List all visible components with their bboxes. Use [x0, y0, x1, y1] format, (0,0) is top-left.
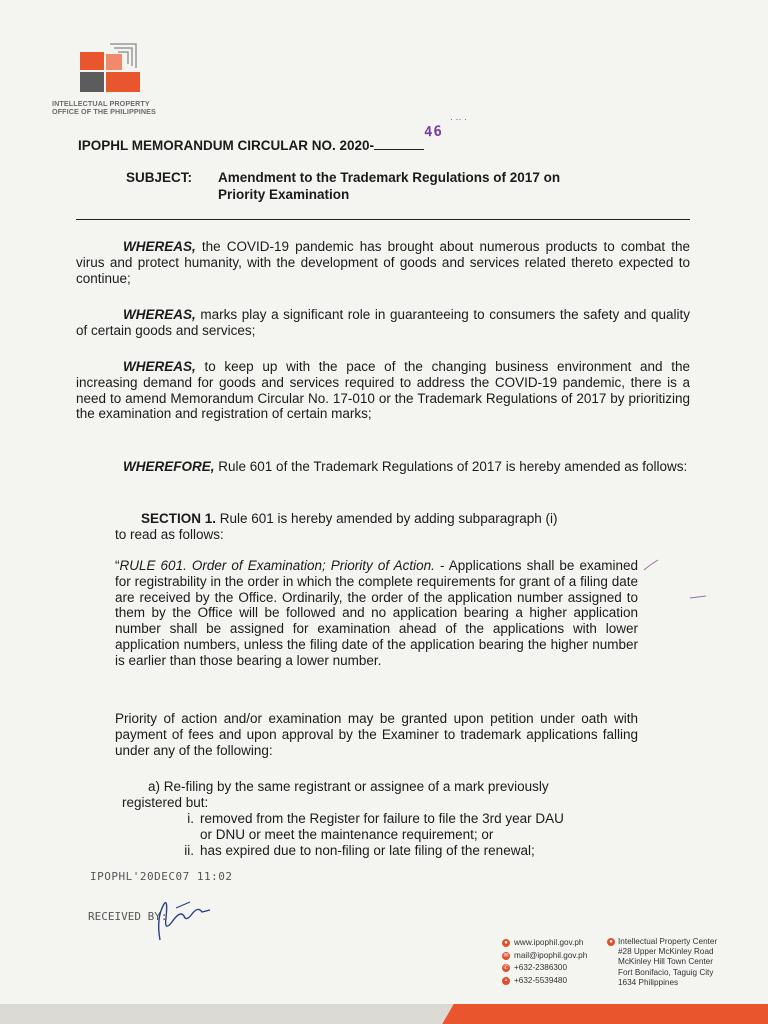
footer-phone-2: ▪ +632-5539480: [502, 975, 587, 988]
circular-title: IPOPHL MEMORANDUM CIRCULAR NO. 2020-: [78, 137, 424, 153]
received-date-stamp: IPOPHL'20DEC07 11:02: [90, 870, 233, 883]
footer-orange-stripe: [442, 1004, 768, 1024]
list-item-a: a) Re-filing by the same registrant or assignee of a mark previously registered but:: [122, 779, 549, 810]
phone-icon: ✆: [503, 965, 509, 972]
priority-paragraph: Priority of action and/or examination may be granted upon petition under oath with payment of fees and upon approval by the Examiner to trademark applications falling under any of the following:: [115, 711, 638, 758]
circular-number-stamp: 46: [423, 123, 444, 141]
footer-email[interactable]: ✉ mail@ipophil.gov.ph: [503, 950, 588, 960]
rule-601-text: “RULE 601. Order of Examination; Priority of Action. - Applications shall be examined for registrability in the order in which the complete requirements for grant of a filing date are received by the Office. Ordinarily, the order of the application number assigned to them by the Office will be followed and no application bearing a higher application number shall be assigned for examination ahead of the applications with lower application numbers, unless the filing date of the application bearing the higher number is earlier than those bearing a lower number.: [115, 558, 638, 668]
list-sub-item-i: i. removed from the Register for failure to file the 3rd year DAU or DNU or meet the maintenance requirement; or: [187, 811, 564, 842]
handwritten-signature: [150, 888, 220, 948]
footer-address: ● Intellectual Property Center #28 Upper McKinley Road McKinley Hill Town Center Fort Bonifacio, Taguig City 1634 Philippines: [618, 937, 758, 988]
subject-text: Amendment to the Trademark Regulations of 2017 on Priority Examination: [218, 170, 561, 202]
stamp-ink-marks: · ·· ·: [450, 114, 467, 124]
whereas-paragraph-1: WHEREAS, the COVID-19 pandemic has brought about numerous products to combat the virus and protect humanity, with the development of goods and services related thereto expected to continue;: [76, 239, 690, 286]
pen-mark: [688, 592, 708, 602]
footer-phone-1: ✆ +632-2386300: [503, 963, 568, 972]
received-by-stamp: RECEIVED BY:: [88, 910, 168, 923]
footer-website[interactable]: ● www.ipophil.gov.ph: [502, 937, 587, 950]
whereas-paragraph-3: WHEREAS, to keep up with the pace of the changing business environment and the increasing demand for goods and services required to address the COVID-19 pandemic, there is a need to amend Memorandum Circular No. 17-010 or the Trademark Regulations of 2017 by prioritizing the examination and registration of certain marks;: [76, 359, 690, 422]
footer-contact: [502, 937, 587, 987]
list-sub-item-ii: ii. has expired due to non-filing or late filing of the renewal;: [184, 843, 535, 858]
section-1: SECTION 1. Rule 601 is hereby amended by adding subparagraph (i) to read as follows:: [115, 511, 558, 542]
fax-icon: ▪: [502, 977, 510, 985]
location-icon: ●: [607, 938, 615, 946]
mail-icon: ✉: [503, 952, 509, 959]
logo-text: INTELLECTUAL PROPERTY OFFICE OF THE PHILIPPINES: [52, 99, 156, 116]
pen-mark: [642, 558, 660, 572]
ipophl-logo: [76, 42, 146, 98]
whereas-paragraph-2: WHEREAS, marks play a significant role in guaranteeing to consumers the safety and quality of certain goods and services;: [76, 307, 690, 338]
globe-icon: ●: [502, 939, 510, 947]
subject-label: SUBJECT:: [126, 170, 193, 185]
header-divider: [76, 219, 690, 220]
footer-brand-bar: [0, 1004, 768, 1024]
circular-number-blank: [374, 137, 424, 150]
wherefore-paragraph: WHEREFORE, Rule 601 of the Trademark Regulations of 2017 is hereby amended as follows:: [123, 459, 688, 474]
